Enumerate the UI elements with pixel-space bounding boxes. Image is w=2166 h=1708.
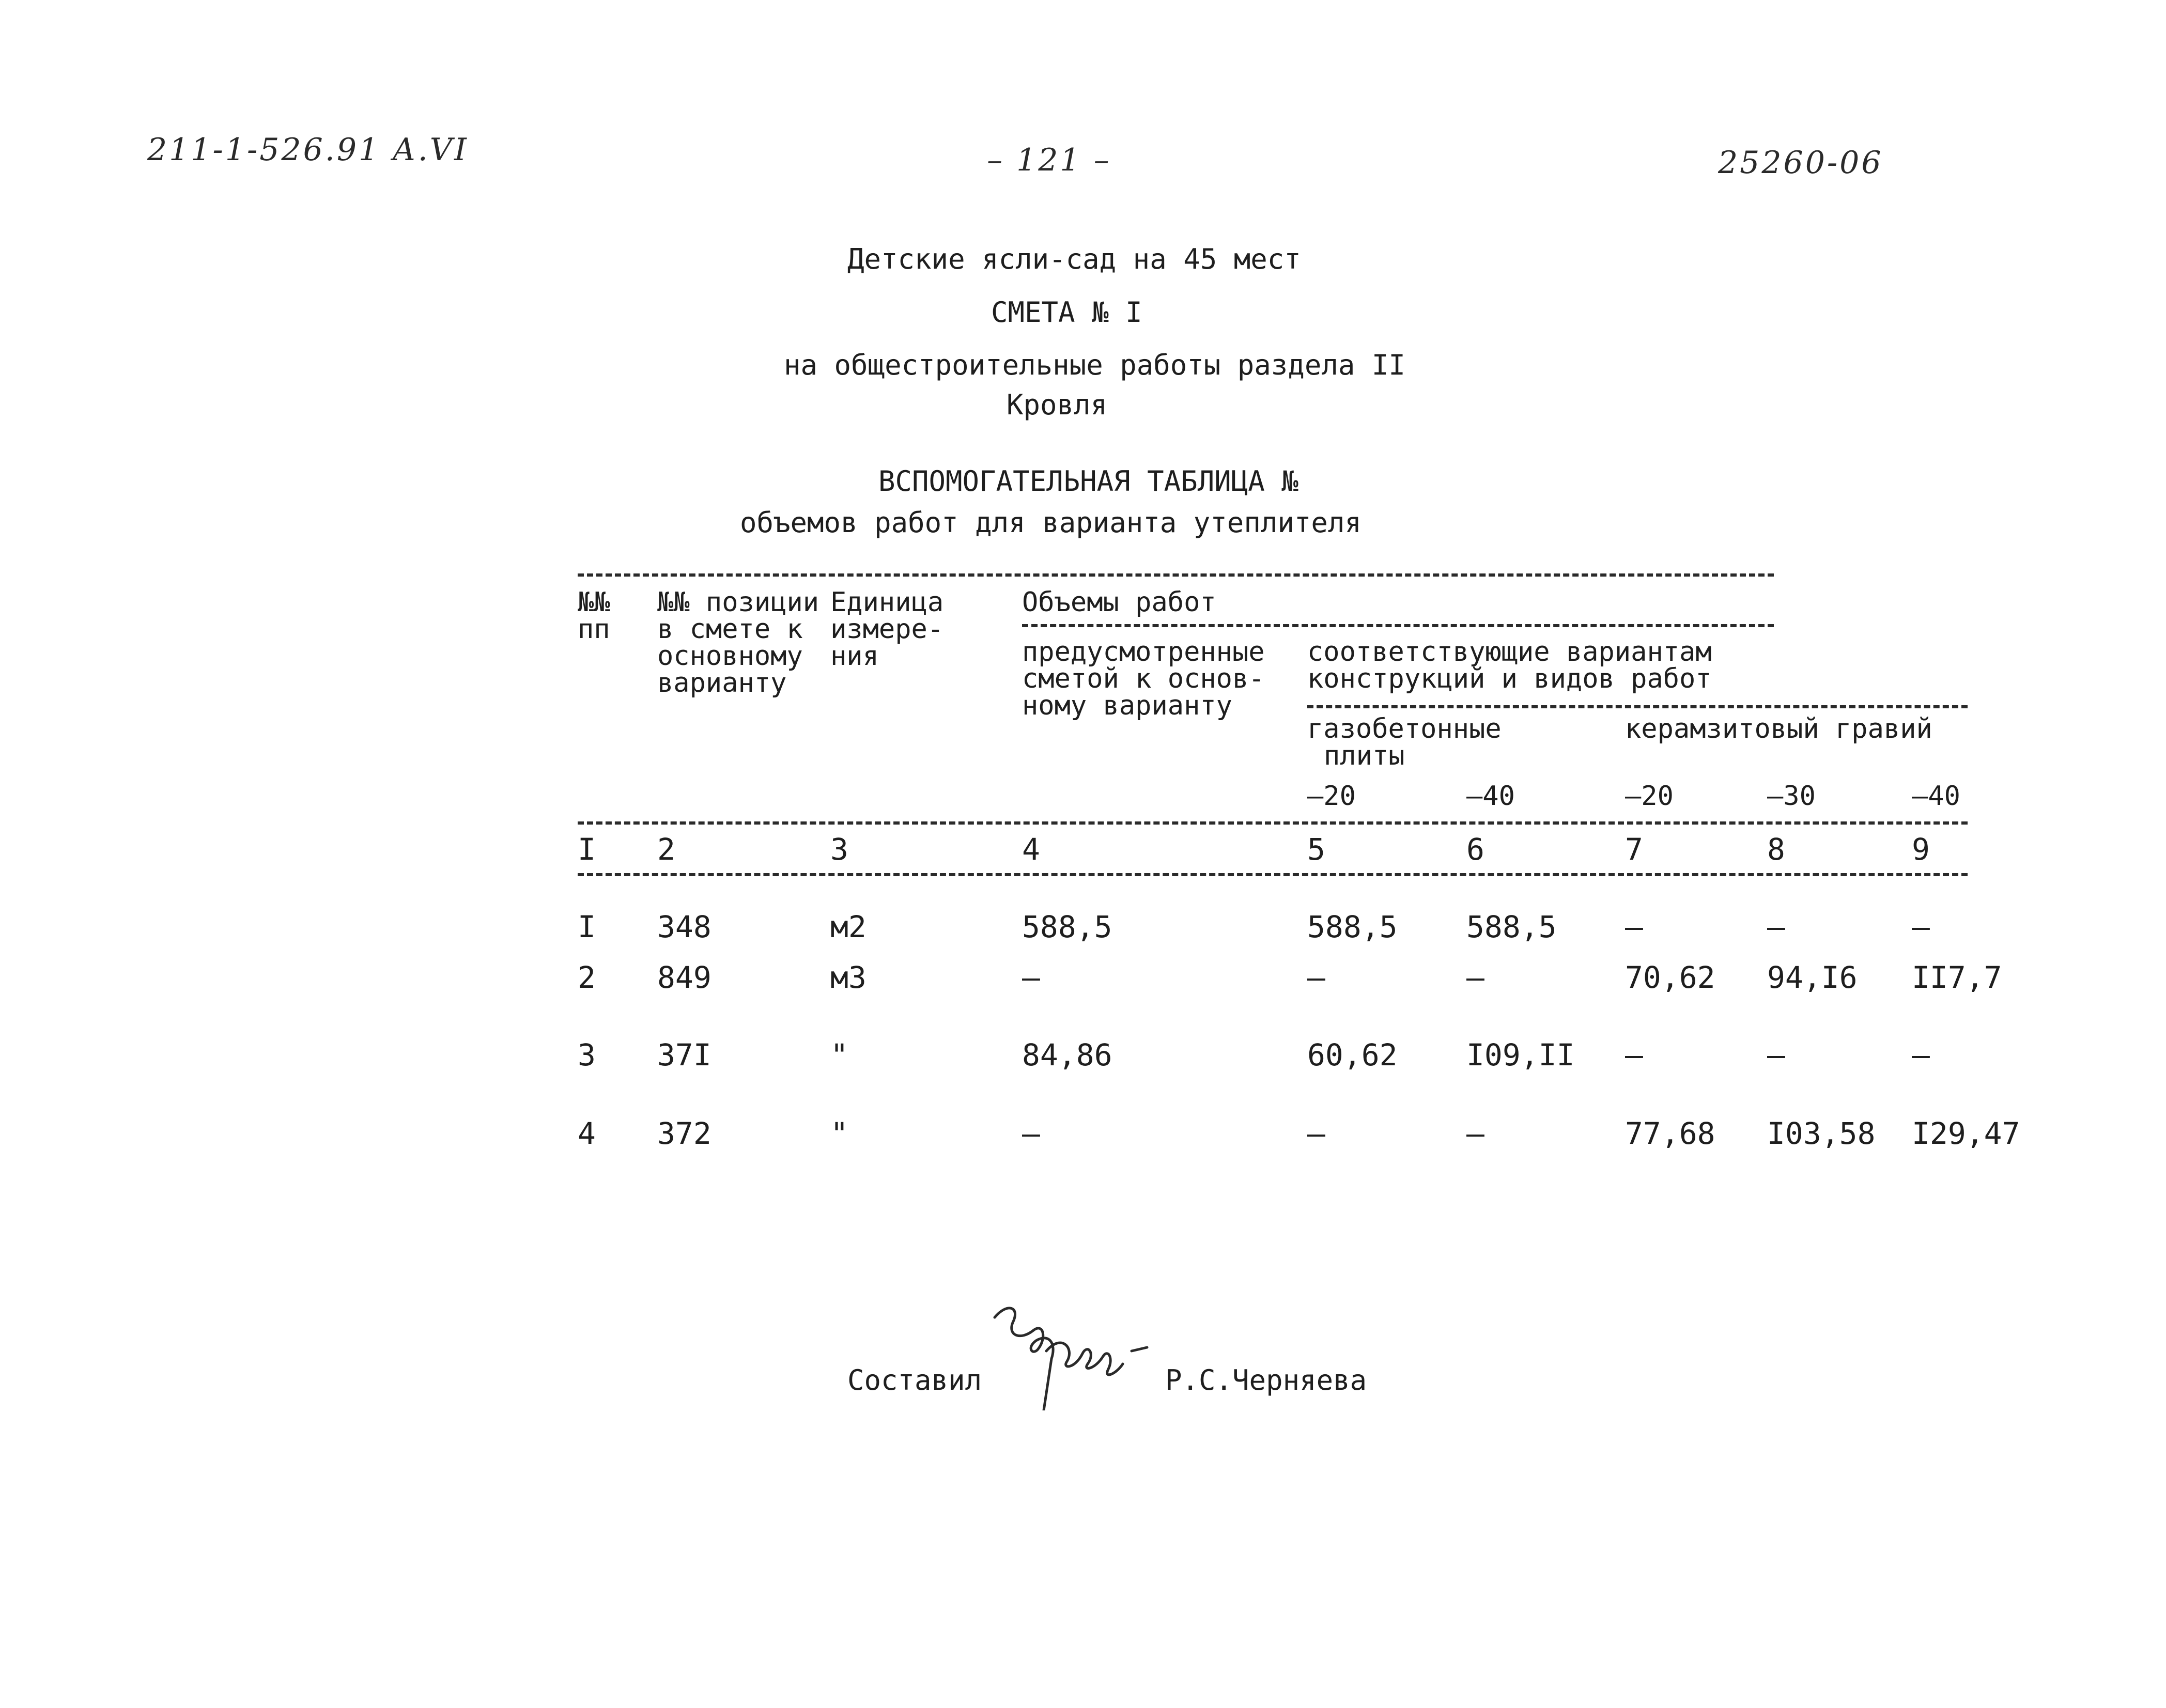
column-number: 7 — [1625, 832, 1643, 867]
header-thickness: –40 — [1466, 781, 1515, 812]
cell-gas-40: – — [1466, 1116, 1484, 1151]
title-object: Детские ясли-сад на 45 мест — [847, 243, 1301, 275]
column-number: 5 — [1307, 832, 1325, 867]
title-works: на общестроительные работы раздела II — [784, 349, 1405, 381]
title-section: Кровля — [1007, 389, 1108, 421]
column-number: I — [578, 832, 596, 867]
cell-gas-40: I09,II — [1466, 1037, 1575, 1073]
header-thickness: –20 — [1625, 781, 1674, 812]
column-number: 4 — [1022, 832, 1040, 867]
cell-position: 372 — [657, 1116, 711, 1151]
row-number: 2 — [578, 960, 596, 995]
header-thickness: –30 — [1767, 781, 1816, 812]
cell-gas-40: – — [1466, 960, 1484, 995]
title-estimate: СМЕТА № I — [991, 296, 1142, 329]
cell-position: 849 — [657, 960, 711, 995]
header-provided: предусмотренные сметой к основ- ному варианту — [1022, 636, 1265, 721]
cell-clay-40: – — [1912, 909, 1930, 944]
column-number: 3 — [830, 832, 848, 867]
cell-gas-20: – — [1307, 960, 1325, 995]
page-number: – 121 – — [987, 142, 1111, 178]
cell-unit: м3 — [830, 960, 867, 995]
compiler-name: Р.С.Черняева — [1165, 1364, 1367, 1396]
header-thickness: –40 — [1912, 781, 1960, 812]
cell-clay-30: – — [1767, 909, 1785, 944]
cell-unit: " — [830, 1037, 848, 1073]
header-volumes: Объемы работ — [1022, 587, 1216, 618]
archive-number: 25260-06 — [1718, 145, 1883, 181]
rule-numbers-bottom — [578, 873, 1968, 876]
rule-top — [578, 573, 1774, 577]
cell-position: 348 — [657, 909, 711, 944]
compiled-label: Составил — [847, 1364, 982, 1396]
header-col-unit: Единица измере- ния — [830, 587, 944, 672]
cell-provided: – — [1022, 960, 1040, 995]
cell-clay-20: – — [1625, 1037, 1643, 1073]
column-number: 9 — [1912, 832, 1930, 867]
cell-clay-20: 70,62 — [1625, 960, 1715, 995]
cell-clay-30: – — [1767, 1037, 1785, 1073]
cell-clay-40: II7,7 — [1912, 960, 2002, 995]
cell-provided: 588,5 — [1022, 909, 1112, 944]
rule-variants — [1307, 705, 1968, 708]
header-thickness: –20 — [1307, 781, 1356, 812]
header-corresponding: соответствующие вариантам конструкций и видов работ — [1307, 636, 1712, 694]
cell-unit: " — [830, 1116, 848, 1151]
cell-clay-40: – — [1912, 1037, 1930, 1073]
cell-position: 37I — [657, 1037, 711, 1073]
cell-gas-20: – — [1307, 1116, 1325, 1151]
header-expanded-clay: керамзитовый гравий — [1625, 713, 1932, 744]
row-number: I — [578, 909, 596, 944]
cell-provided: 84,86 — [1022, 1037, 1112, 1073]
table-title: ВСПОМОГАТЕЛЬНАЯ ТАБЛИЦА № — [878, 465, 1298, 498]
cell-clay-20: – — [1625, 909, 1643, 944]
cell-provided: – — [1022, 1116, 1040, 1151]
document-code: 211-1-526.91 А.VI — [147, 132, 469, 168]
cell-clay-40: I29,47 — [1912, 1116, 2020, 1151]
cell-clay-30: I03,58 — [1767, 1116, 1876, 1151]
cell-clay-20: 77,68 — [1625, 1116, 1715, 1151]
cell-clay-30: 94,I6 — [1767, 960, 1858, 995]
header-col-number: №№ пп — [578, 587, 610, 645]
row-number: 4 — [578, 1116, 596, 1151]
rule-header-bottom — [578, 821, 1968, 825]
table-subtitle: объемов работ для варианта утеплителя — [740, 506, 1362, 539]
rule-volumes — [1022, 624, 1774, 627]
header-gas-concrete: газобетонные плиты — [1307, 713, 1502, 771]
cell-gas-20: 60,62 — [1307, 1037, 1398, 1073]
column-number: 2 — [657, 832, 675, 867]
column-number: 8 — [1767, 832, 1785, 867]
row-number: 3 — [578, 1037, 596, 1073]
column-number: 6 — [1466, 832, 1484, 867]
signature — [984, 1292, 1155, 1410]
cell-gas-40: 588,5 — [1466, 909, 1557, 944]
header-col-position: №№ позиции в смете к основному варианту — [657, 587, 819, 698]
cell-unit: м2 — [830, 909, 867, 944]
cell-gas-20: 588,5 — [1307, 909, 1398, 944]
